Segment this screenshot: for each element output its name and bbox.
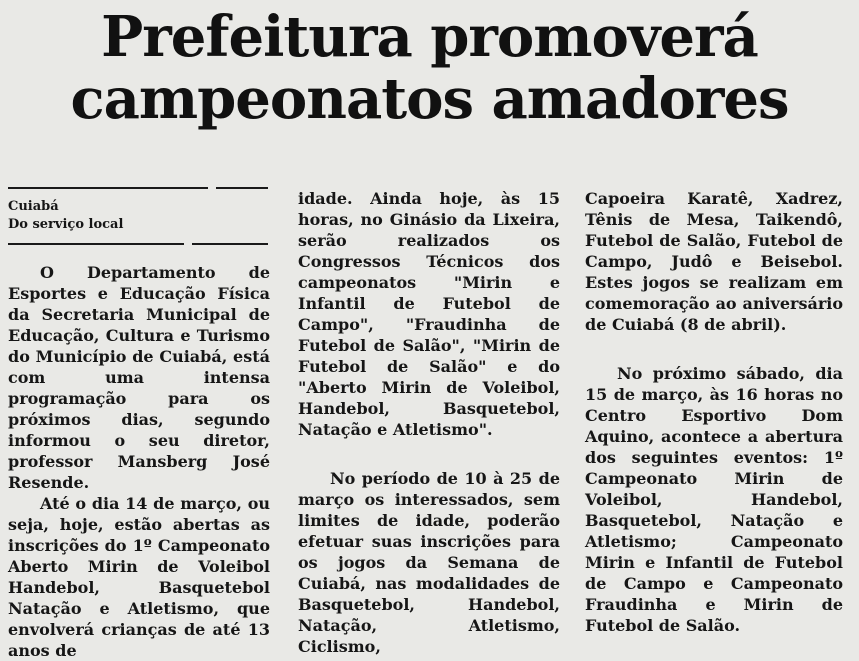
headline-line-1: Prefeitura promoverá	[101, 4, 758, 70]
byline	[8, 198, 270, 234]
headline	[0, 6, 859, 130]
column-3-paragraph-2: No próximo sábado, dia 15 de março, às 16 horas no Centro Esportivo Dom Aquino, acontece a abertura dos seguintes eventos: 1º Campeonato Mirin de Voleibol, Handebol, Basquetebol, Natação e Atletismo; Campeonato Mirin e Infantil de Futebol de Campo e Campeonato Fraudinha e Mirin de Futebol de Salão.	[585, 364, 843, 635]
column-3	[585, 188, 843, 636]
column-1-paragraph-2: Até o dia 14 de março, ou seja, hoje, estão abertas as inscrições do 1º Campeonato Aberto Mirin de Voleibol Handebol, Basquetebol Natação e Atletismo, que envolverá crianças de até 13 anos de	[8, 494, 270, 660]
column-1-paragraph-1: O Departamento de Esportes e Educação Física da Secretaria Municipal de Educação, Cultura e Turismo do Município de Cuiabá, está com uma intensa programação para os próximos dias, segundo informou o seu diretor, professor Mansberg José Resende.	[8, 263, 270, 492]
column-2	[298, 188, 560, 657]
byline-place: Cuiabá	[8, 199, 59, 214]
column-2-paragraph-2: No período de 10 à 25 de março os interessados, sem limites de idade, poderão efetuar suas inscrições para os jogos da Semana de Cuiabá, nas modalidades de Basquetebol, Handebol, Natação, Atletismo, Ciclismo,	[298, 469, 560, 656]
column-3-paragraph-1: Capoeira Karatê, Xadrez, Tênis de Mesa, Taikendô, Futebol de Salão, Futebol de Campo, Judô e Beisebol. Estes jogos se realizam em comemoração ao aniversário de Cuiabá (8 de abril).	[585, 189, 843, 334]
byline-source: Do serviço local	[8, 217, 124, 232]
column-2-paragraph-1: idade. Ainda hoje, às 15 horas, no Ginásio da Lixeira, serão realizados os Congressos Técnicos dos campeonatos "Mirin e Infantil de Futebol de Campo", "Fraudinha de Futebol de Salão", "Mirin de Futebol de Salão" e do "Aberto Mirin de Voleibol, Handebol, Basquetebol, Natação e Atletismo".	[298, 189, 560, 439]
column-1	[8, 188, 270, 661]
headline-line-2: campeonatos amadores	[70, 66, 789, 132]
